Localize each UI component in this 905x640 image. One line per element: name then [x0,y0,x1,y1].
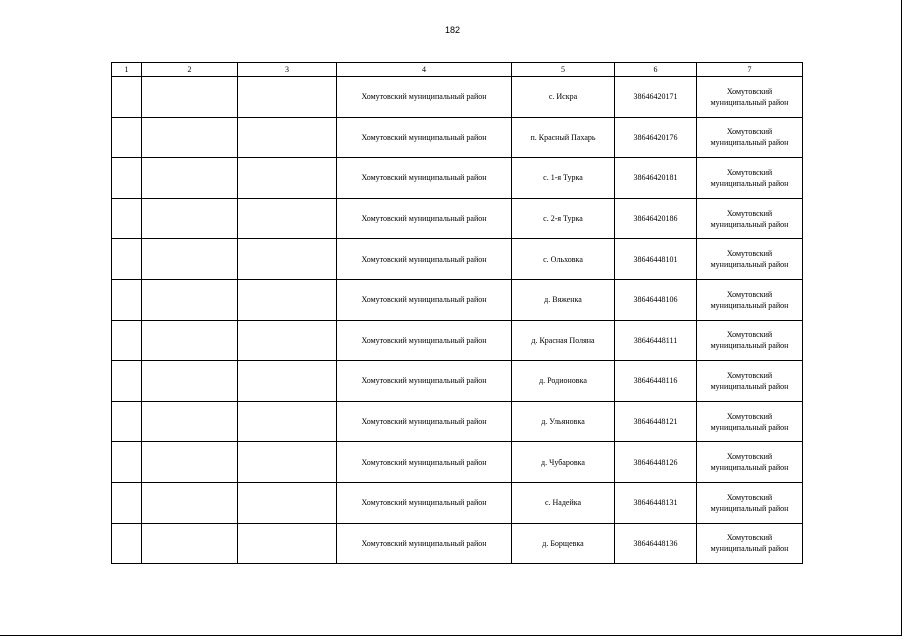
table-row [112,158,803,199]
column-header-6: 6 [615,63,697,77]
table-cell-col-4: Хомутовский муниципальный район [337,320,512,361]
table-cell-col-1 [112,158,142,199]
table-cell-col-5: с. 1-я Турка [512,158,615,199]
table-cell-col-3 [238,361,337,402]
table-cell-col-6: 38646448116 [615,361,697,402]
table-cell-col-2 [142,198,238,239]
table-cell-col-5: д. Родионовка [512,361,615,402]
table-cell-col-6: 38646448126 [615,442,697,483]
table-cell-col-2 [142,523,238,564]
table-cell-col-3 [238,158,337,199]
table-cell-col-5: с. Надейка [512,482,615,523]
column-header-2: 2 [142,63,238,77]
table-cell-col-3 [238,239,337,280]
table-cell-col-7: Хомутовский муниципальный район [697,198,803,239]
table-cell-col-7: Хомутовский муниципальный район [697,401,803,442]
table-cell-col-5: д. Борщевка [512,523,615,564]
table-row [112,239,803,280]
table-cell-col-5: д. Ульяновка [512,401,615,442]
table-cell-col-2 [142,158,238,199]
table-row [112,117,803,158]
table-cell-col-1 [112,401,142,442]
table-cell-col-7: Хомутовский муниципальный район [697,523,803,564]
table-cell-col-5: д. Чубаровка [512,442,615,483]
table-cell-col-3 [238,401,337,442]
table-cell-col-6: 38646420176 [615,117,697,158]
table-cell-col-5: с. Ольховка [512,239,615,280]
table-cell-col-1 [112,279,142,320]
table-cell-col-1 [112,77,142,118]
table-cell-col-6: 38646448136 [615,523,697,564]
table-cell-col-5: с. 2-я Турка [512,198,615,239]
column-header-7: 7 [697,63,803,77]
table-row [112,77,803,118]
table-cell-col-1 [112,523,142,564]
table-cell-col-7: Хомутовский муниципальный район [697,158,803,199]
table-cell-col-7: Хомутовский муниципальный район [697,482,803,523]
table-cell-col-4: Хомутовский муниципальный район [337,442,512,483]
table-cell-col-2 [142,77,238,118]
table-cell-col-3 [238,482,337,523]
table-cell-col-6: 38646448101 [615,239,697,280]
table-row [112,482,803,523]
table-cell-col-3 [238,320,337,361]
table-cell-col-4: Хомутовский муниципальный район [337,117,512,158]
table-row [112,401,803,442]
table-cell-col-5: д. Вяженка [512,279,615,320]
table-row [112,523,803,564]
table-row [112,361,803,402]
table-cell-col-6: 38646448131 [615,482,697,523]
table-cell-col-4: Хомутовский муниципальный район [337,279,512,320]
table-cell-col-2 [142,320,238,361]
table-cell-col-5: с. Искра [512,77,615,118]
table-cell-col-6: 38646448111 [615,320,697,361]
table-cell-col-4: Хомутовский муниципальный район [337,239,512,280]
table-cell-col-1 [112,198,142,239]
table-cell-col-7: Хомутовский муниципальный район [697,361,803,402]
table-cell-col-3 [238,279,337,320]
table-cell-col-3 [238,523,337,564]
table-cell-col-6: 38646420186 [615,198,697,239]
table-cell-col-4: Хомутовский муниципальный район [337,77,512,118]
table-cell-col-3 [238,77,337,118]
table-cell-col-3 [238,442,337,483]
table-cell-col-2 [142,117,238,158]
table-cell-col-2 [142,279,238,320]
column-header-3: 3 [238,63,337,77]
table-row [112,279,803,320]
table-cell-col-1 [112,239,142,280]
table-cell-col-4: Хомутовский муниципальный район [337,198,512,239]
table-cell-col-2 [142,401,238,442]
table-cell-col-3 [238,117,337,158]
table-cell-col-7: Хомутовский муниципальный район [697,320,803,361]
table-cell-col-7: Хомутовский муниципальный район [697,77,803,118]
data-table [111,62,803,564]
table-cell-col-4: Хомутовский муниципальный район [337,401,512,442]
table-cell-col-2 [142,361,238,402]
table-header-row [112,63,803,77]
table-cell-col-7: Хомутовский муниципальный район [697,442,803,483]
table-cell-col-1 [112,117,142,158]
table-cell-col-6: 38646420181 [615,158,697,199]
column-header-1: 1 [112,63,142,77]
table-cell-col-6: 38646448121 [615,401,697,442]
table-cell-col-4: Хомутовский муниципальный район [337,482,512,523]
table-cell-col-2 [142,442,238,483]
column-header-5: 5 [512,63,615,77]
table-cell-col-1 [112,320,142,361]
table-cell-col-2 [142,482,238,523]
table-cell-col-5: д. Красная Поляна [512,320,615,361]
page-number: 182 [444,25,461,35]
table-cell-col-7: Хомутовский муниципальный район [697,117,803,158]
table-cell-col-1 [112,482,142,523]
table-row [112,320,803,361]
table-cell-col-5: п. Красный Пахарь [512,117,615,158]
table-cell-col-2 [142,239,238,280]
table-cell-col-7: Хомутовский муниципальный район [697,279,803,320]
table-cell-col-1 [112,361,142,402]
table-cell-col-7: Хомутовский муниципальный район [697,239,803,280]
table-cell-col-6: 38646420171 [615,77,697,118]
table-row [112,442,803,483]
table-row [112,198,803,239]
table-cell-col-4: Хомутовский муниципальный район [337,523,512,564]
column-header-4: 4 [337,63,512,77]
table-cell-col-3 [238,198,337,239]
table-cell-col-4: Хомутовский муниципальный район [337,361,512,402]
table-cell-col-4: Хомутовский муниципальный район [337,158,512,199]
table-cell-col-6: 38646448106 [615,279,697,320]
table-cell-col-1 [112,442,142,483]
